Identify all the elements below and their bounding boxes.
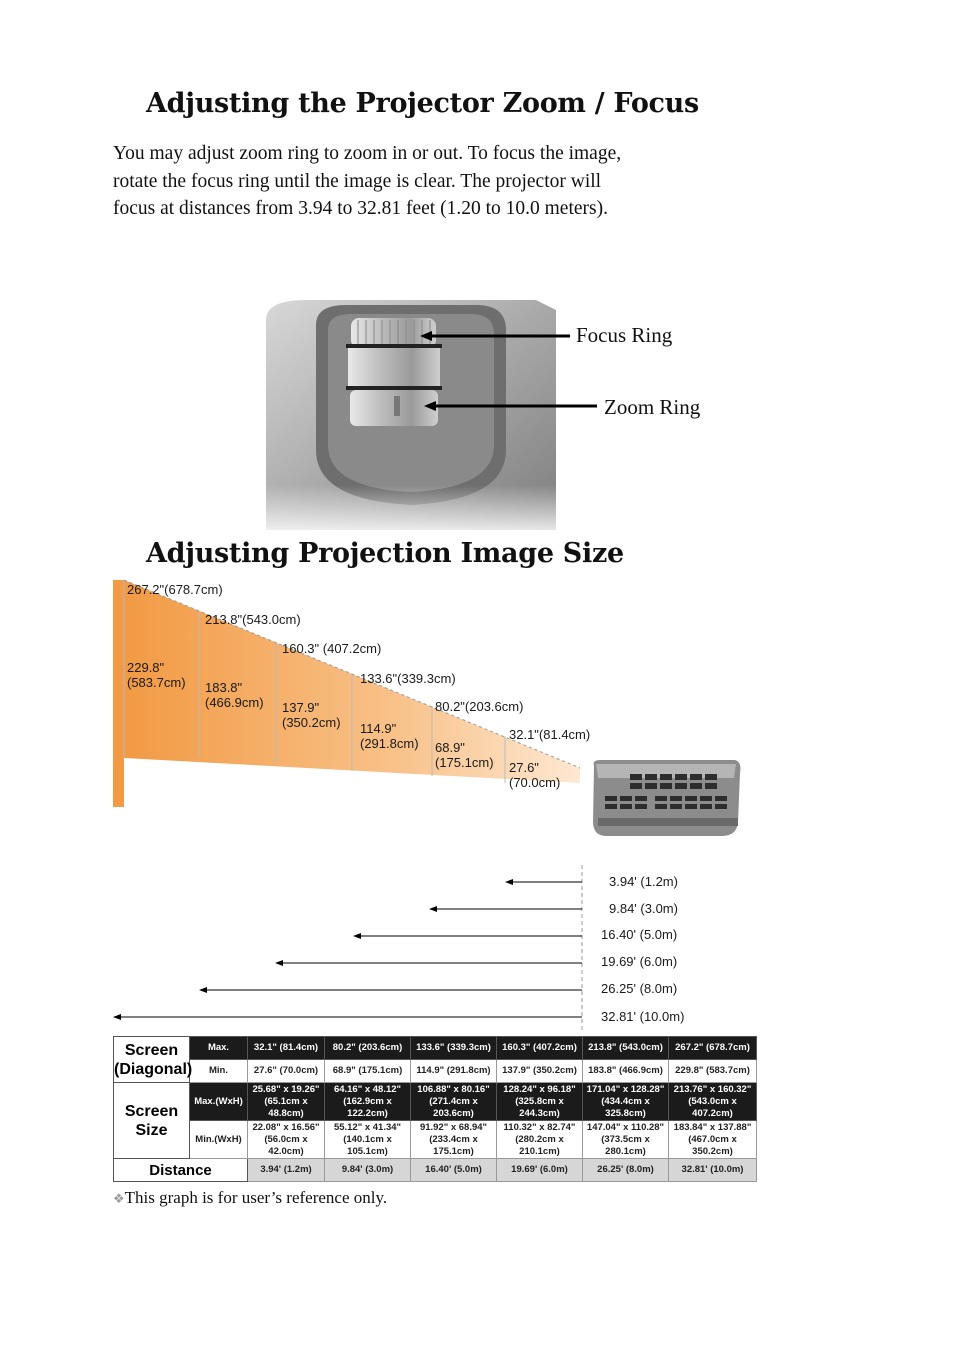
row-label: Max. <box>190 1037 248 1060</box>
table-cell: 213.8" (543.0cm) <box>583 1037 669 1060</box>
cell-line: 128.24" x 96.18" <box>503 1083 576 1095</box>
cell-line: 106.88" x 80.16" <box>417 1083 490 1095</box>
table-row <box>114 1037 757 1060</box>
zoom-ring-label: Zoom Ring <box>604 395 701 419</box>
cell-line: (233.4cm x 175.1cm) <box>429 1133 478 1157</box>
table-cell: 68.9" (175.1cm) <box>325 1060 411 1083</box>
distance-label: 9.84' (3.0m) <box>609 901 678 916</box>
beam-min-label <box>360 721 419 751</box>
cell-line: (140.1cm x 105.1cm) <box>343 1133 392 1157</box>
cell-line: 64.16" x 48.12" <box>333 1083 402 1095</box>
beam-min-label <box>127 660 186 690</box>
beam-min-label <box>435 740 494 770</box>
table-cell <box>325 1083 411 1121</box>
beam-max-label: 80.2"(203.6cm) <box>435 699 524 714</box>
zoom-focus-description <box>113 140 773 223</box>
table-cell: 32.1" (81.4cm) <box>248 1037 325 1060</box>
table-cell: 133.6" (339.3cm) <box>411 1037 497 1060</box>
row-label: Min.(WxH) <box>190 1121 248 1159</box>
table-cell: 183.8" (466.9cm) <box>583 1060 669 1083</box>
section-title-image-size: Adjusting Projection Image Size <box>146 538 624 569</box>
table-row <box>114 1083 757 1121</box>
table-cell <box>583 1083 669 1121</box>
section-title-zoom-focus: Adjusting the Projector Zoom / Focus <box>146 88 699 119</box>
cell-line: 147.04" x 110.28" <box>586 1121 665 1133</box>
header-line: Screen <box>124 1041 179 1059</box>
cell-line: 110.32" x 82.74" <box>503 1121 576 1133</box>
table-cell <box>411 1121 497 1159</box>
beam-max-label: 32.1"(81.4cm) <box>509 727 591 742</box>
table-cell: 160.3" (407.2cm) <box>497 1037 583 1060</box>
description-line: focus at distances from 3.94 to 32.81 feet (1.20 to 10.0 meters). <box>113 198 608 219</box>
header-line: Size <box>135 1121 168 1139</box>
beam-min-cm: (466.9cm) <box>205 695 264 710</box>
beam-max-label: 133.6"(339.3cm) <box>360 671 456 686</box>
beam-max-label: 267.2"(678.7cm) <box>127 582 223 597</box>
cell-line: (434.4cm x 325.8cm) <box>601 1095 650 1119</box>
cell-line: (543.0cm x 407.2cm) <box>688 1095 737 1119</box>
table-cell: 267.2" (678.7cm) <box>669 1037 757 1060</box>
table-row <box>114 1121 757 1159</box>
distance-label: 32.81' (10.0m) <box>601 1009 685 1024</box>
cell-line: (373.5cm x 280.1cm) <box>601 1133 650 1157</box>
cell-line: (65.1cm x 48.8cm) <box>264 1095 308 1119</box>
beam-min-cm: (175.1cm) <box>435 755 494 770</box>
beam-min-cm: (291.8cm) <box>360 736 419 751</box>
cell-line: (280.2cm x 210.1cm) <box>515 1133 564 1157</box>
cell-line: (325.8cm x 244.3cm) <box>515 1095 564 1119</box>
table-cell: 9.84' (3.0m) <box>325 1159 411 1182</box>
table-cell: 80.2" (203.6cm) <box>325 1037 411 1060</box>
screen-size-header <box>114 1083 190 1159</box>
cell-line: 171.04" x 128.28" <box>586 1083 665 1095</box>
row-label: Min. <box>190 1060 248 1083</box>
header-line: (Diagonal) <box>114 1060 193 1078</box>
distance-label: 16.40' (5.0m) <box>601 927 678 942</box>
beam-min-cm: (350.2cm) <box>282 715 341 730</box>
table-cell: 26.25' (8.0m) <box>583 1159 669 1182</box>
beam-min-label <box>282 700 341 730</box>
focus-ring-label: Focus Ring <box>576 323 673 347</box>
cell-line: 213.76" x 160.32" <box>673 1083 752 1095</box>
projection-size-table <box>113 1036 757 1182</box>
table-cell: 137.9" (350.2cm) <box>497 1060 583 1083</box>
beam-min-value: 137.9" <box>282 700 320 715</box>
description-line: You may adjust zoom ring to zoom in or out. To focus the image, <box>113 143 622 164</box>
table-cell <box>583 1121 669 1159</box>
beam-min-value: 114.9" <box>360 721 397 736</box>
table-cell <box>669 1121 757 1159</box>
row-label: Max.(WxH) <box>190 1083 248 1121</box>
cell-line: (271.4cm x 203.6cm) <box>429 1095 478 1119</box>
beam-min-value: 68.9" <box>435 740 465 755</box>
beam-min-cm: (583.7cm) <box>127 675 186 690</box>
beam-min-label <box>205 680 264 710</box>
table-row <box>114 1060 757 1083</box>
table-cell <box>248 1083 325 1121</box>
description-line: rotate the focus ring until the image is clear. The projector will <box>113 170 602 192</box>
reference-note <box>113 1188 387 1208</box>
table-cell <box>497 1083 583 1121</box>
distance-header: Distance <box>114 1159 248 1182</box>
cell-line: (467.0cm x 350.2cm) <box>688 1133 737 1157</box>
reference-note-text: This graph is for user’s reference only. <box>124 1188 388 1207</box>
table-cell: 114.9" (291.8cm) <box>411 1060 497 1083</box>
distance-label: 26.25' (8.0m) <box>601 981 678 996</box>
beam-min-value: 229.8" <box>127 660 165 675</box>
table-cell <box>325 1121 411 1159</box>
beam-min-cm: (70.0cm) <box>509 775 561 790</box>
beam-min-label <box>509 760 560 790</box>
table-cell: 229.8" (583.7cm) <box>669 1060 757 1083</box>
table-cell: 32.81' (10.0m) <box>669 1159 757 1182</box>
beam-min-value: 27.6" <box>509 760 539 775</box>
lens-callout-lines <box>400 320 600 420</box>
screen-diagonal-header <box>114 1037 193 1083</box>
distance-label: 3.94' (1.2m) <box>609 874 678 889</box>
diamond-bullet-icon: ❖ <box>113 1191 125 1206</box>
cell-line: 22.08" x 16.56" <box>252 1121 320 1133</box>
table-cell: 27.6" (70.0cm) <box>248 1060 325 1083</box>
beam-min-value: 183.8" <box>205 680 243 695</box>
distance-label: 19.69' (6.0m) <box>601 954 678 969</box>
cell-line: 91.92" x 68.94" <box>419 1121 488 1133</box>
beam-max-label: 213.8"(543.0cm) <box>205 612 301 627</box>
cell-line: 25.68" x 19.26" <box>252 1083 320 1095</box>
distance-arrows <box>110 860 610 1035</box>
beam-max-label: 160.3" (407.2cm) <box>282 641 382 656</box>
table-row <box>114 1159 757 1182</box>
cell-line: 55.12" x 41.34" <box>333 1121 402 1133</box>
cell-line: (162.9cm x 122.2cm) <box>343 1095 392 1119</box>
table-cell <box>669 1083 757 1121</box>
cell-line: (56.0cm x 42.0cm) <box>264 1133 308 1157</box>
table-cell <box>248 1121 325 1159</box>
table-cell: 3.94' (1.2m) <box>248 1159 325 1182</box>
header-line: Screen <box>124 1102 179 1120</box>
cell-line: 183.84" x 137.88" <box>673 1121 752 1133</box>
table-cell: 16.40' (5.0m) <box>411 1159 497 1182</box>
table-cell: 19.69' (6.0m) <box>497 1159 583 1182</box>
projector-icon <box>593 760 740 836</box>
table-cell <box>411 1083 497 1121</box>
table-cell <box>497 1121 583 1159</box>
